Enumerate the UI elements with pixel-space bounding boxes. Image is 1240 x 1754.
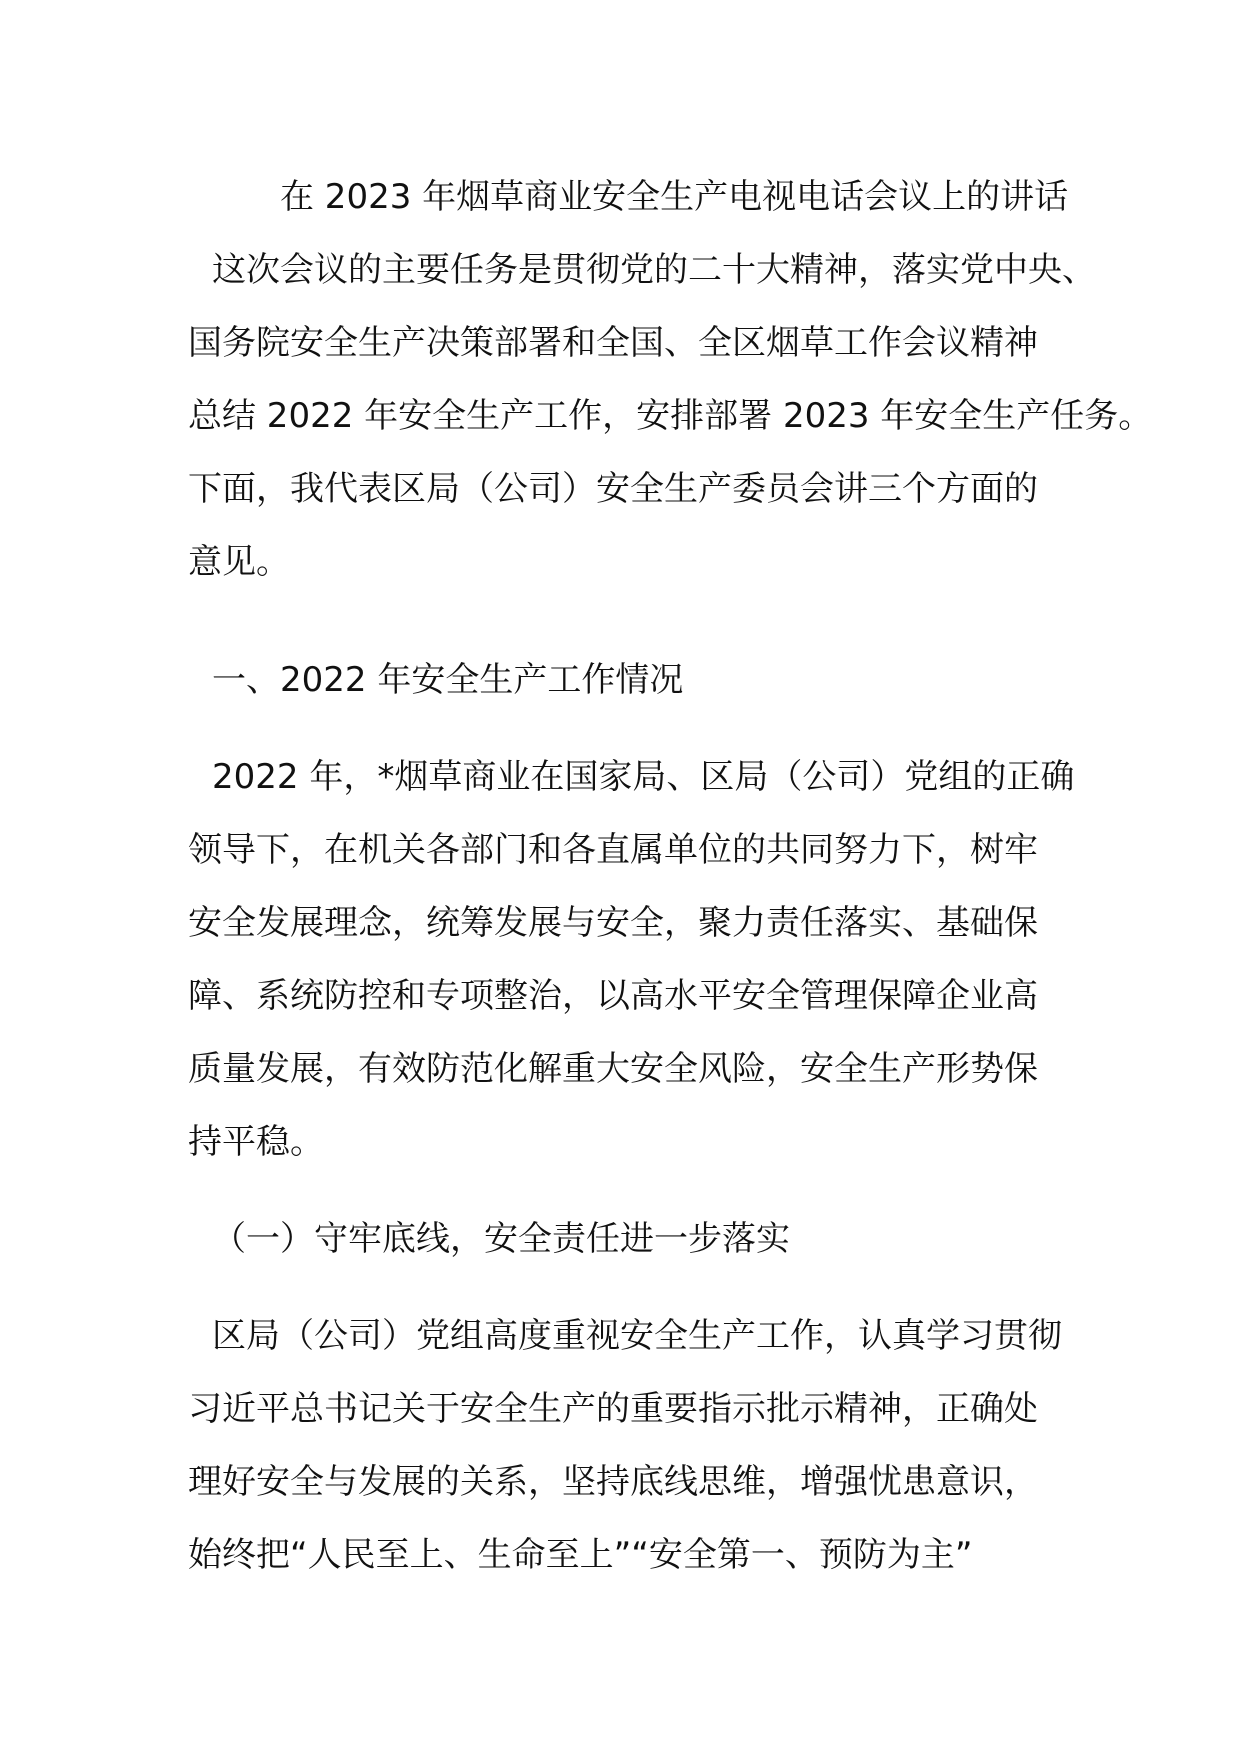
paragraph-line: 始终把“人民至上、生命至上”“安全第一、预防为主” — [188, 1535, 973, 1575]
paragraph-line: 意见。 — [188, 542, 290, 582]
paragraph-line: 安全发展理念，统筹发展与安全，聚力责任落实、基础保 — [188, 903, 1038, 943]
paragraph-line: 下面，我代表区局（公司）安全生产委员会讲三个方面的 — [188, 469, 1038, 509]
paragraph-line: 这次会议的主要任务是贯彻党的二十大精神，落实党中央、 — [212, 250, 1096, 290]
paragraph-line: 领导下，在机关各部门和各直属单位的共同努力下，树牢 — [188, 830, 1038, 870]
paragraph-line: 国务院安全生产决策部署和全国、全区烟草工作会议精神 — [188, 323, 1038, 363]
paragraph-line: 区局（公司）党组高度重视安全生产工作，认真学习贯彻 — [212, 1316, 1062, 1356]
paragraph-line: 理好安全与发展的关系，坚持底线思维，增强忧患意识， — [188, 1462, 1038, 1502]
paragraph-line: 总结 2022 年安全生产工作，安排部署 2023 年安全生产任务。 — [188, 396, 1153, 436]
subsection-heading: （一）守牢底线，安全责任进一步落实 — [212, 1219, 790, 1259]
paragraph-line: 2022 年，*烟草商业在国家局、区局（公司）党组的正确 — [212, 757, 1075, 797]
paragraph-line: 习近平总书记关于安全生产的重要指示批示精神，正确处 — [188, 1389, 1038, 1429]
section-heading: 一、2022 年安全生产工作情况 — [212, 660, 684, 700]
paragraph-line: 障、系统防控和专项整治，以高水平安全管理保障企业高 — [188, 976, 1038, 1016]
paragraph-line: 质量发展，有效防范化解重大安全风险，安全生产形势保 — [188, 1049, 1038, 1089]
document-title: 在 2023 年烟草商业安全生产电视电话会议上的讲话 — [280, 177, 1069, 217]
paragraph-line: 持平稳。 — [188, 1122, 324, 1162]
